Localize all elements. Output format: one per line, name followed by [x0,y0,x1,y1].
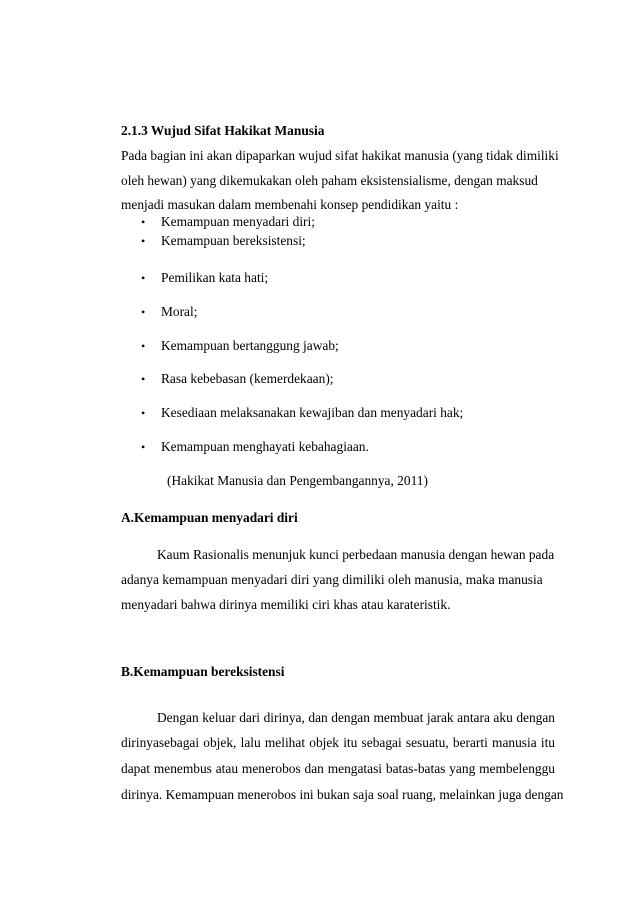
bullet-list-item [141,233,306,249]
bullet-icon: • [141,234,146,248]
bullet-list-item [141,371,334,387]
bullet-icon: • [141,440,146,454]
section-b-line-2: dirinyasebagai objek, lalu melihat objek itu sebagai sesuatu, berarti manusia itu [121,735,555,750]
section-a-line-3: menyadari bahwa dirinya memiliki ciri khas atau karateristik. [121,597,451,612]
section-b-heading: B.Kemampuan bereksistensi [121,664,285,679]
section-a-heading: A.Kemampuan menyadari diri [121,510,298,525]
section-a-line-2: adanya kemampuan menyadari diri yang dimiliki oleh manusia, maka manusia [121,572,543,587]
bullet-icon: • [141,406,146,420]
intro-line-1: Pada bagian ini akan dipaparkan wujud sifat hakikat manusia (yang tidak dimiliki [121,148,559,163]
intro-line-3: menjadi masukan dalam membenahi konsep pendidikan yaitu : [121,197,459,212]
section-b-line-4: dirinya. Kemampuan menerobos ini bukan saja soal ruang, melainkan juga dengan [121,787,564,802]
intro-line-2: oleh hewan) yang dikemukakan oleh paham eksistensialisme, dengan maksud [121,173,538,188]
bullet-text: Kemampuan bertanggung jawab; [161,338,339,353]
bullet-list-item [141,214,315,230]
bullet-icon: • [141,271,146,285]
bullet-text: Kemampuan menyadari diri; [161,214,315,229]
bullet-icon: • [141,339,146,353]
bullet-list-item [141,304,197,320]
bullet-icon: • [141,215,146,229]
bullet-text: Pemilikan kata hati; [161,270,269,285]
bullet-text: Kesediaan melaksanakan kewajiban dan menyadari hak; [161,405,464,420]
bullet-list-item [141,439,369,455]
section-b-line-3: dapat menembus atau menerobos dan mengatasi batas-batas yang membelenggu [121,761,555,776]
bullet-text: Rasa kebebasan (kemerdekaan); [161,371,334,386]
bullet-text: Moral; [161,304,198,319]
section-b-line-1: Dengan keluar dari dirinya, dan dengan membuat jarak antara aku dengan [157,710,555,725]
bullet-list-item [141,270,268,286]
bullet-icon: • [141,372,146,386]
bullet-text: Kemampuan bereksistensi; [161,233,306,248]
citation: (Hakikat Manusia dan Pengembangannya, 2011) [167,473,428,488]
bullet-icon: • [141,305,146,319]
bullet-list-item [141,405,463,421]
section-heading: 2.1.3 Wujud Sifat Hakikat Manusia [121,123,325,138]
bullet-text: Kemampuan menghayati kebahagiaan. [161,439,369,454]
section-a-line-1: Kaum Rasionalis menunjuk kunci perbedaan manusia dengan hewan pada [157,547,555,562]
bullet-list-item [141,338,339,354]
